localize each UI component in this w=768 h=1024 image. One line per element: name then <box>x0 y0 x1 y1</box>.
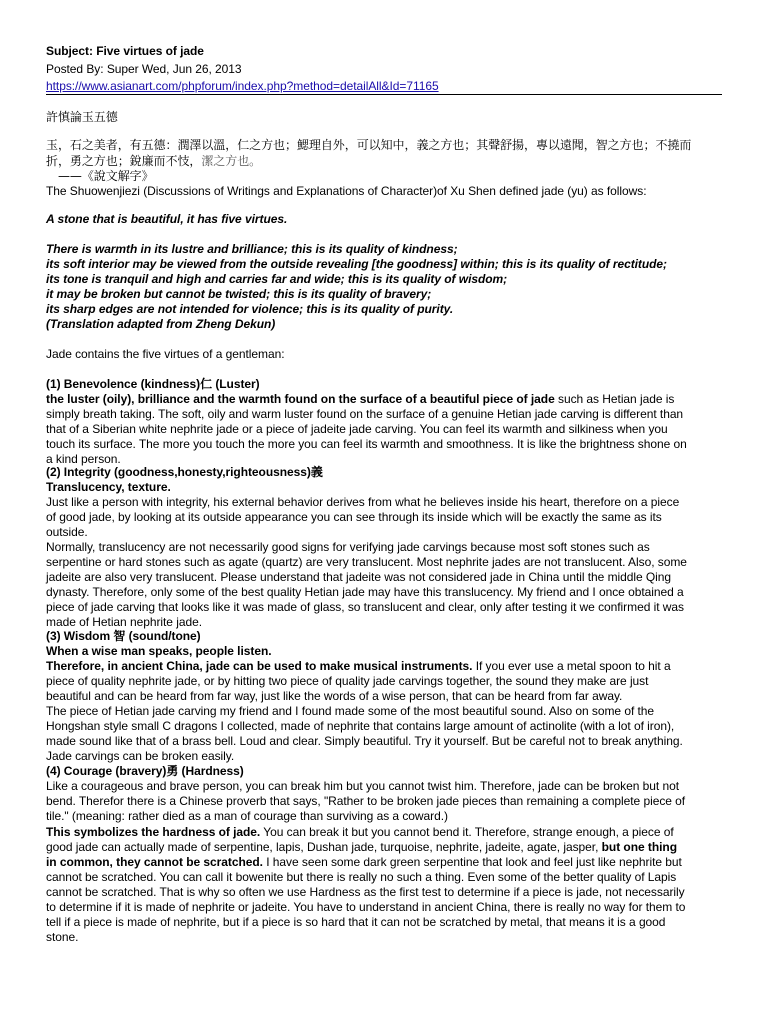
text-segment: Normally, translucency are not necessarily good signs for verifying jade carvings because most soft stones such as <box>46 540 650 554</box>
text-line <box>46 915 665 930</box>
text-segment: (3) Wisdom 智 (sound/tone) <box>46 629 201 643</box>
text-line <box>46 110 118 125</box>
text-segment: jadeite are also very translucent. Please understand that jadeite was not considered jade in China until the middle Qing <box>46 570 672 584</box>
text-segment: Just like a person with integrity, his external behavior derives from what he believes inside his heart, therefore on a piece <box>46 495 680 509</box>
text-segment: 潔之方也。 <box>201 154 262 168</box>
text-line <box>46 825 674 840</box>
text-line <box>46 437 687 452</box>
text-line <box>46 317 275 332</box>
text-segment: its sharp edges are not intended for violence; this is its quality of purity. <box>46 302 454 316</box>
text-line <box>46 422 668 437</box>
text-segment: The Shuowenjiezi (Discussions of Writings and Explanations of Character)of Xu Shen defined jade (yu) as follows: <box>46 184 647 198</box>
text-line <box>46 615 202 630</box>
text-line <box>46 885 685 900</box>
text-segment: I have seen some dark green serpentine that look and feel just like nephrite but <box>262 855 682 869</box>
text-segment: 玉，石之美者，有五德：潤澤以溫，仁之方也；鰓理自外，可以知中，義之方也；其聲舒揚，專以遠聞，智之方也；不撓而 <box>46 138 692 152</box>
text-segment: in common, they cannot be scratched. <box>46 855 263 869</box>
text-segment: tell if a piece is made of nephrite, but if a piece is so hard that it can not be scratched by metal, that means it is a good <box>46 915 666 929</box>
text-line <box>46 347 285 362</box>
text-segment: its soft interior may be viewed from the outside revealing [the goodness] within; this is its quality of rectitude; <box>46 257 668 271</box>
text-line <box>46 629 201 644</box>
header-divider <box>46 94 722 95</box>
text-segment: touch its surface. The more you touch the more you can feel its warmth and smoothness. It is like the brightness shone on <box>46 437 687 451</box>
text-segment: a kind person. <box>46 452 121 466</box>
text-segment: cannot be scratched. You can call it bowenite but there is really no such a thing. Even some of the better quality of Lapis <box>46 870 677 884</box>
text-segment: Like a courageous and brave person, you can break him but you cannot twist him. Therefore, jade can be broken but not <box>46 779 679 793</box>
text-segment: made of Hetian nephrite jade. <box>46 615 202 629</box>
text-segment: bend. Therefor there is a Chinese proverb that says, "Rather to be broken jade pieces than remaining a complete piece of <box>46 794 686 808</box>
text-segment: ——《說文解字》 <box>46 169 154 183</box>
text-line <box>46 465 323 480</box>
text-segment: the luster (oily), brilliance and the warmth found on the surface of a beautiful piece of jade <box>46 392 555 406</box>
text-line <box>46 749 234 764</box>
text-segment: simply breath taking. The soft, oily and warm luster found on the surface of a genuine Hetian jade carving is different than <box>46 407 684 421</box>
text-segment: (4) Courage (bravery)勇 (Hardness) <box>46 764 244 778</box>
text-line <box>46 855 682 870</box>
text-line <box>46 257 667 272</box>
text-line <box>46 510 662 525</box>
text-segment: beautiful and can be heard from far way, just like the words of a wise person, that can be heard from far away. <box>46 689 623 703</box>
text-line <box>46 495 679 510</box>
text-line <box>46 138 691 153</box>
text-line <box>46 600 684 615</box>
text-segment: piece of jade carving that looks like it was made of glass, so translucent and clear, only after testing it we confirmed it was <box>46 600 684 614</box>
text-segment: Therefore, in ancient China, jade can be used to make musical instruments. <box>46 659 473 673</box>
text-line <box>46 525 88 540</box>
text-line <box>46 764 244 779</box>
text-segment: Hongshan style small C dragons I collected, made of nephrite that contains large amount of actinolite (with a lot of iron), <box>46 719 675 733</box>
text-segment: serpentine or hard stones such as agate (quartz) are very translucent. Most nephrite jades are not translucent. Also, some <box>46 555 687 569</box>
text-segment: its tone is tranquil and high and carries far and wide; this is its quality of wisdom; <box>46 272 508 286</box>
text-line <box>46 242 458 257</box>
text-segment: made sound like that of a brass bell. Loud and clear. Simply beautiful. Try it yourself. But be careful not to break anything. <box>46 734 683 748</box>
text-line <box>46 809 448 824</box>
text-segment: outside. <box>46 525 88 539</box>
text-segment: cannot be scratched. That is why so often we use Hardness as the first test to determine if a piece is jade, not necessarily <box>46 885 685 899</box>
text-segment: A stone that is beautiful, it has five virtues. <box>46 212 288 226</box>
text-line <box>46 480 171 495</box>
text-line <box>46 184 647 199</box>
text-segment: good jade can actually made of serpentine, lapis, Dushan jade, turquoise, nephrite, jadeite, agate, jasper, <box>46 840 602 854</box>
text-line <box>46 704 654 719</box>
text-segment: Jade carvings can be broken easily. <box>46 749 235 763</box>
text-segment: stone. <box>46 930 79 944</box>
source-link[interactable]: https://www.asianart.com/phpforum/index.php?method=detailAll&Id=71165 <box>46 79 439 93</box>
text-line <box>46 302 453 317</box>
text-line <box>46 734 683 749</box>
text-line <box>46 794 685 809</box>
text-line <box>46 719 674 734</box>
text-line <box>46 169 154 184</box>
text-segment: dynasty. Therefore, only some of the best quality Hetian jade may have this translucency. My friend and I once obtained a <box>46 585 684 599</box>
text-line <box>46 570 671 585</box>
text-line <box>46 212 287 227</box>
text-line <box>46 689 622 704</box>
text-segment: of good jade, by looking at its outside appearance you can see through its inside which will be exactly the same as its <box>46 510 662 524</box>
text-segment: 許慎論玉五德 <box>46 110 118 124</box>
text-segment: Translucency, texture. <box>46 480 171 494</box>
text-segment: piece of quality nephrite jade, or by hitting two piece of quality jade carvings together, the sound they make are just <box>46 674 649 688</box>
text-segment: If you ever use a metal spoon to hit a <box>472 659 671 673</box>
text-line <box>46 870 676 885</box>
text-segment: The piece of Hetian jade carving my friend and I found made some of the most beautiful sound. Also on some of the <box>46 704 655 718</box>
text-segment: You can break it but you cannot bend it. Therefore, strange enough, a piece of <box>260 825 674 839</box>
text-line <box>46 900 685 915</box>
post-subject: Subject: Five virtues of jade <box>46 44 204 58</box>
text-line <box>46 930 78 945</box>
text-segment: Jade contains the five virtues of a gentleman: <box>46 347 285 361</box>
text-segment: to determine if it is made of nephrite or jadeite. You have to understand in ancient China, there is really no way for them to <box>46 900 686 914</box>
text-line <box>46 287 431 302</box>
text-segment: that of a Siberian white nephrite jade or a piece of jadeite jade carving. You can feel its warmth and silkiness when you <box>46 422 668 436</box>
text-line <box>46 154 261 169</box>
text-line <box>46 392 674 407</box>
text-line <box>46 272 507 287</box>
text-segment: There is warmth in its lustre and brilliance; this is its quality of kindness; <box>46 242 458 256</box>
text-segment: but one thing <box>601 840 677 854</box>
text-line <box>46 540 650 555</box>
text-line <box>46 377 260 392</box>
text-segment: When a wise man speaks, people listen. <box>46 644 272 658</box>
text-segment: 折，勇之方也；銳廉而不忮， <box>46 154 202 168</box>
text-segment: (2) Integrity (goodness,honesty,righteousness)義 <box>46 465 323 479</box>
post-author-date: Posted By: Super Wed, Jun 26, 2013 <box>46 62 242 76</box>
text-line <box>46 555 687 570</box>
text-line <box>46 674 648 689</box>
text-segment: (Translation adapted from Zheng Dekun) <box>46 317 276 331</box>
text-segment: it may be broken but cannot be twisted; this is its quality of bravery; <box>46 287 432 301</box>
text-line <box>46 585 684 600</box>
text-segment: tile." (meaning: rather died as a man of courage than surviving as a coward.) <box>46 809 448 823</box>
text-line <box>46 644 272 659</box>
text-line <box>46 840 677 855</box>
text-line <box>46 779 679 794</box>
text-line <box>46 659 671 674</box>
text-segment: (1) Benevolence (kindness)仁 (Luster) <box>46 377 260 391</box>
text-line <box>46 407 683 422</box>
text-segment: such as Hetian jade is <box>554 392 675 406</box>
text-segment: This symbolizes the hardness of jade. <box>46 825 261 839</box>
